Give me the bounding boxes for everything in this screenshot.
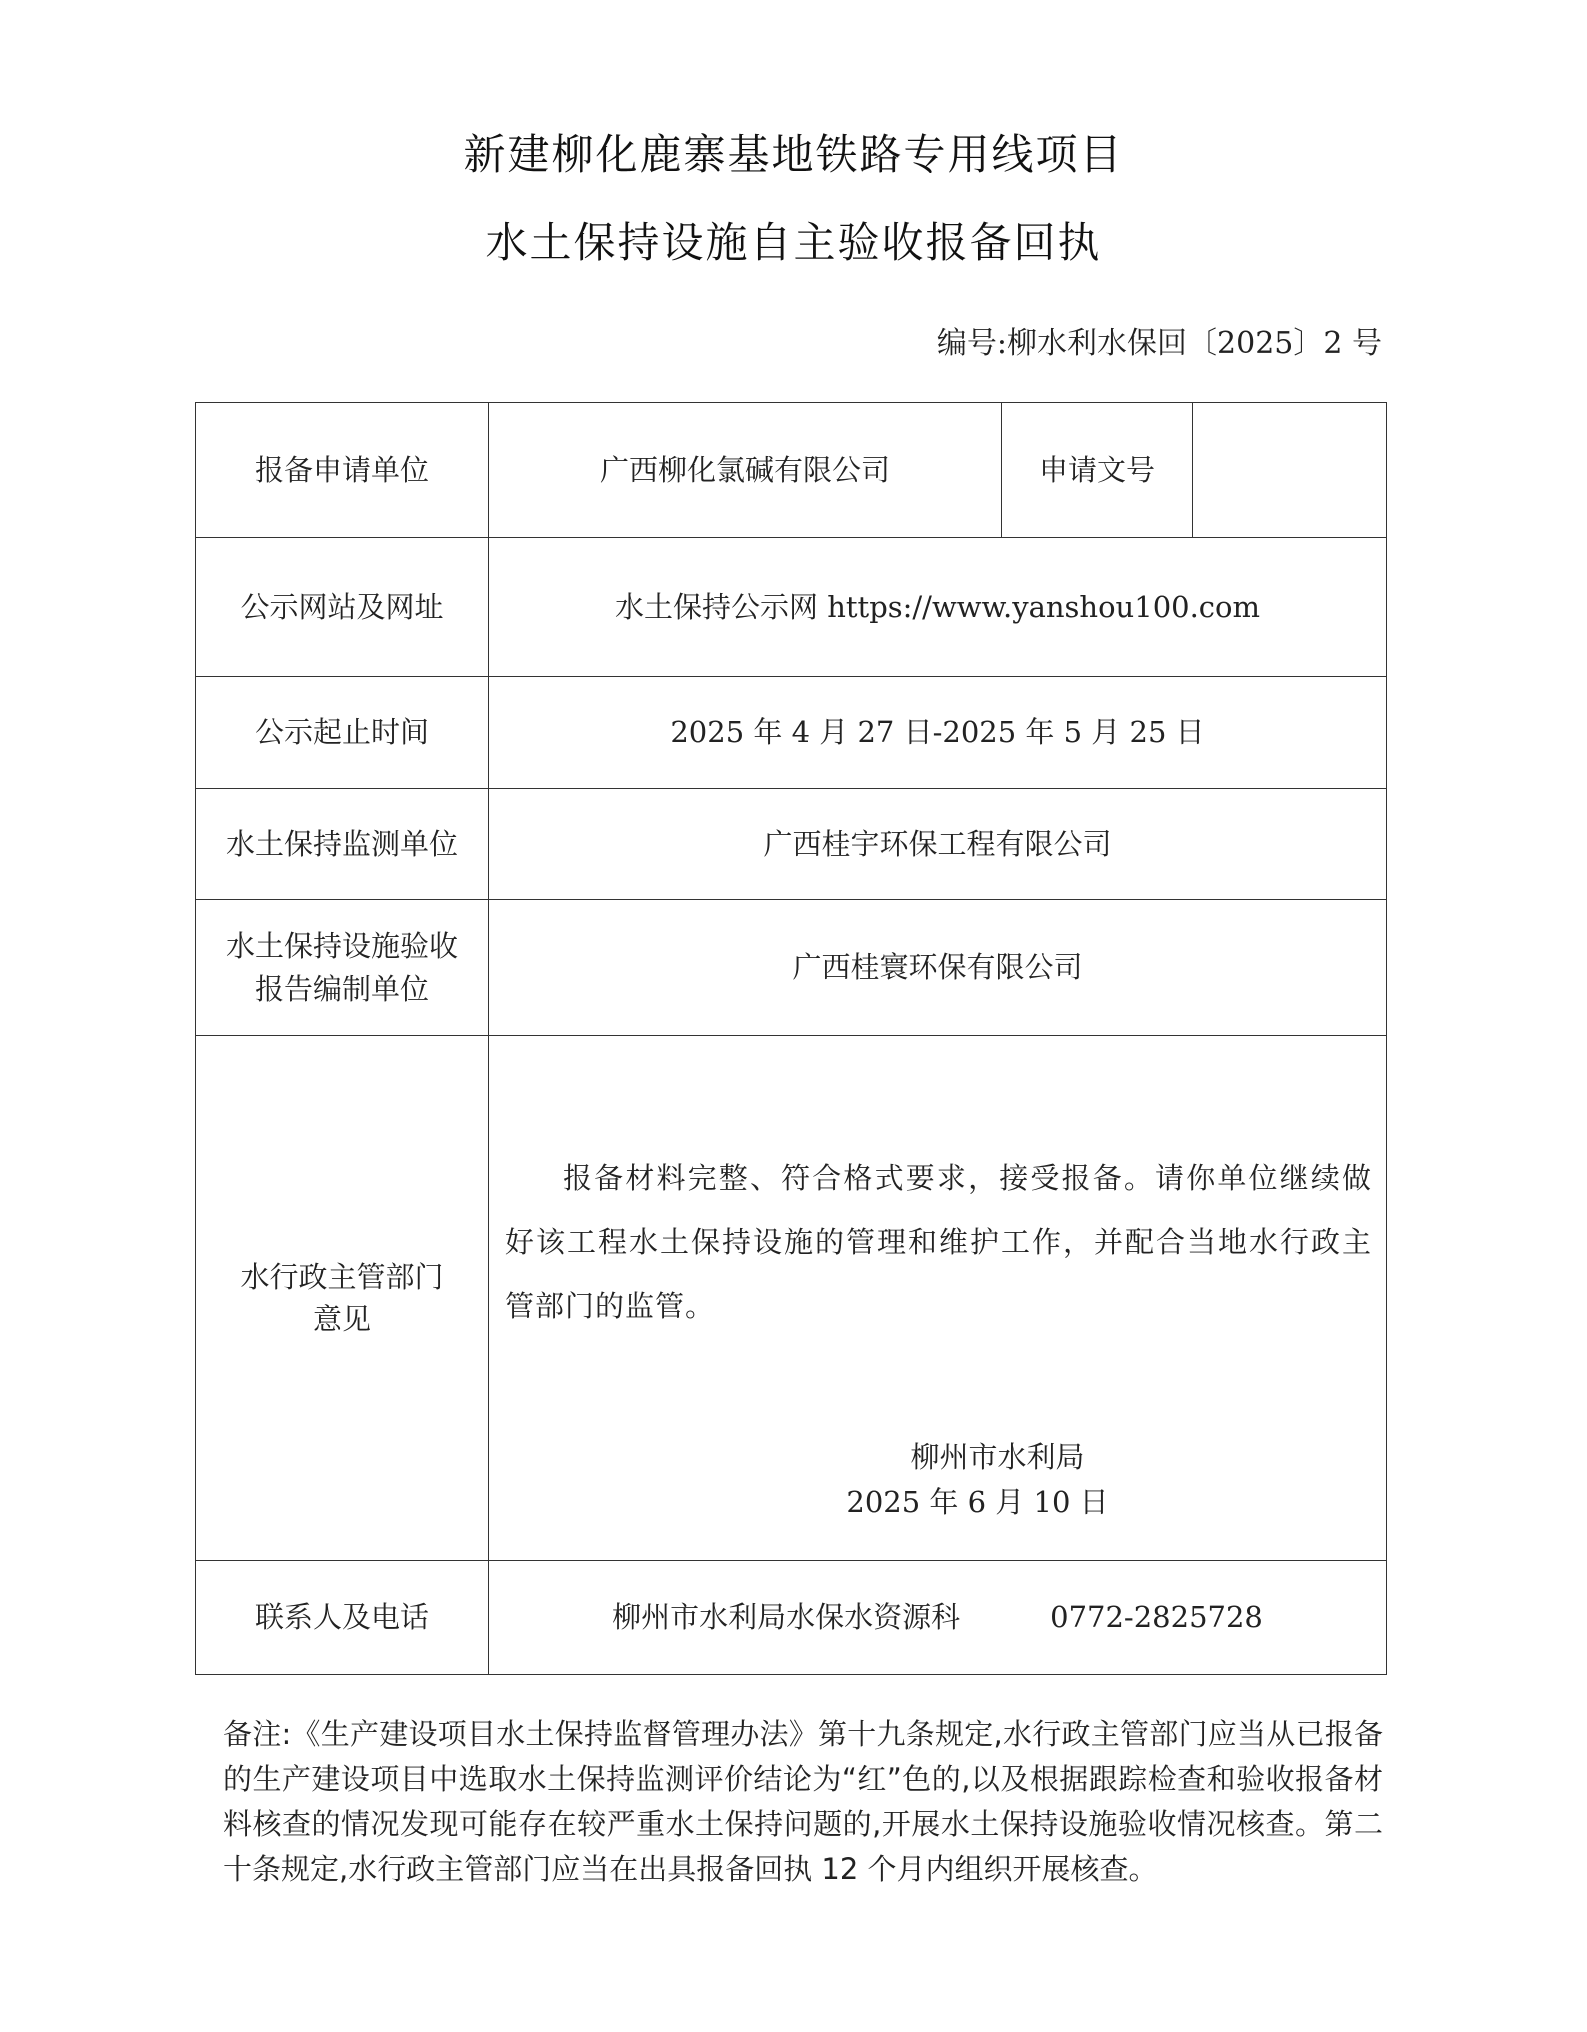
monitor-label: 水土保持监测单位 [196,789,489,900]
opinion-text: 报备材料完整、符合格式要求，接受报备。请你单位继续做好该工程水土保持设施的管理和维护工作，并配合当地水行政主管部门的监管。 [505,1161,1372,1323]
contact-label: 联系人及电话 [196,1561,489,1675]
applicant-label: 报备申请单位 [196,403,489,538]
opinion-cell [489,1036,1387,1561]
application-doc-value [1193,403,1387,538]
document-number: 编号:柳水利水保回〔2025〕2 号 [936,326,1382,361]
row-monitor [196,789,1387,900]
contact-phone: 0772-2825728 [1050,1600,1263,1635]
footnote: 备注:《生产建设项目水土保持监督管理办法》第十九条规定,水行政主管部门应当从已报备的生产建设项目中选取水土保持监测评价结论为“红”色的,以及根据跟踪检查和验收报备材料核查的情况发现可能存在较严重水土保持问题的,开展水土保持设施验收情况核查。第二十条规定,水行政主管部门应当在出具报备回执 12 个月内组织开展核查。 [223,1717,1383,1886]
website-value: 水土保持公示网 https://www.yanshou100.com [489,538,1387,677]
applicant-value: 广西柳化氯碱有限公司 [489,403,1002,538]
opinion-label [196,1036,489,1561]
document-title-line1: 新建柳化鹿寨基地铁路专用线项目 [463,130,1124,179]
opinion-signer: 柳州市水利局 [910,1440,1085,1474]
document-title-line2: 水土保持设施自主验收报备回执 [485,218,1102,267]
row-applicant [196,403,1387,538]
report-value: 广西桂寰环保有限公司 [489,900,1387,1036]
row-contact [196,1561,1387,1675]
contact-value [489,1561,1387,1675]
opinion-label-line1: 水行政主管部门 [240,1259,444,1294]
report-label-line2: 报告编制单位 [254,971,429,1006]
period-label: 公示起止时间 [196,677,489,789]
report-label-line1: 水土保持设施验收 [225,929,458,964]
receipt-table [195,402,1387,1675]
website-label: 公示网站及网址 [196,538,489,677]
monitor-value: 广西桂宇环保工程有限公司 [489,789,1387,900]
opinion-label-line2: 意见 [312,1302,371,1336]
opinion-date: 2025 年 6 月 10 日 [846,1485,1109,1519]
row-website [196,538,1387,677]
row-report [196,900,1387,1036]
application-doc-label: 申请文号 [1002,403,1193,538]
report-label [196,900,489,1036]
contact-department: 柳州市水利局水保水资源科 [612,1600,961,1635]
row-opinion [196,1036,1387,1561]
period-value: 2025 年 4 月 27 日-2025 年 5 月 25 日 [489,677,1387,789]
row-period [196,677,1387,789]
